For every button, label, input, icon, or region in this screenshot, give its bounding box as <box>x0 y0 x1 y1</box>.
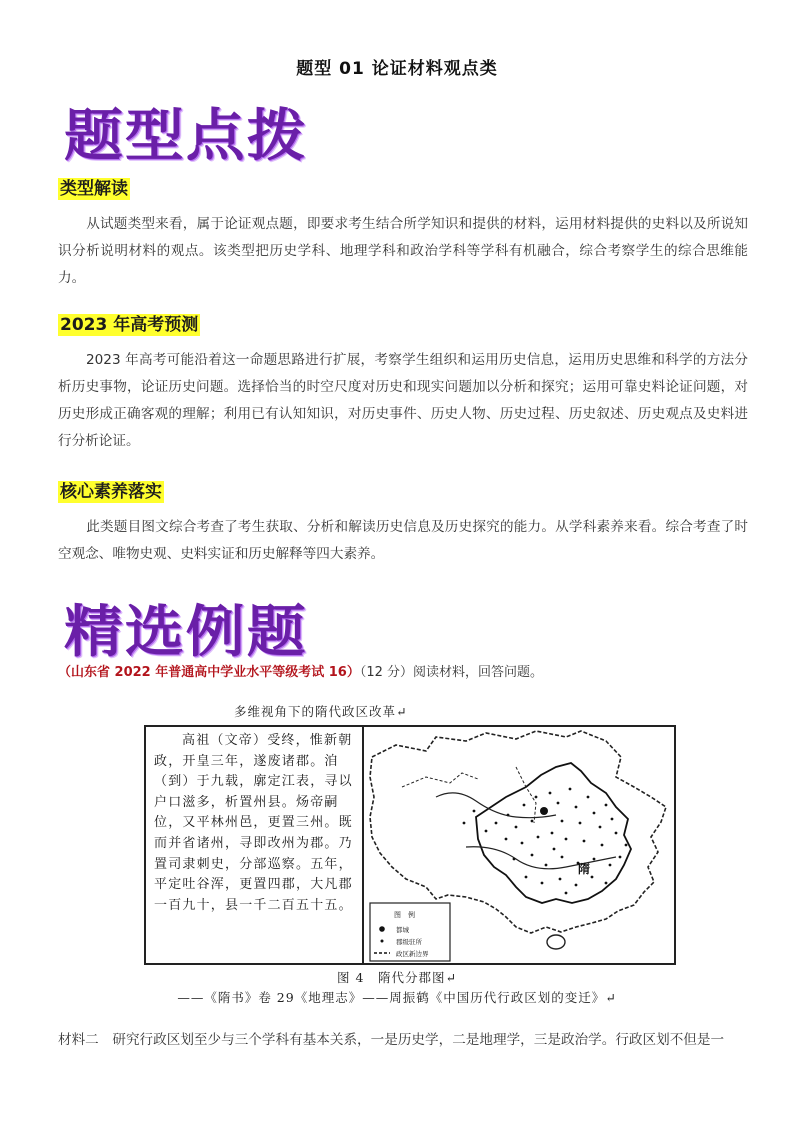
paragraph-forecast-text: 2023 年高考可能沿着这一命题思路进行扩展，考察学生组织和运用历史信息，运用历史思维和科学的方法分析历史事物，论证历史问题。选择恰当的时空尺度对历史和现实问题加以分析和探究；运用可靠史料论证问题，对历史形成正确客观的理解；利用已有认知知识，对历史事件、历史人物、历史过程、历史叙述、历史观点及史料进行分析论证。 <box>58 352 748 449</box>
heading-selected-examples: 精选例题 <box>64 600 308 665</box>
map-sui-territory <box>476 763 631 903</box>
legend-item-capital: 都城 <box>396 926 409 934</box>
map-mountain-line <box>402 773 478 787</box>
section-label-forecast: 2023 年高考预测 <box>60 315 199 335</box>
legend-capital-icon <box>379 926 385 932</box>
document-title: 题型 01 论证材料观点类 <box>296 59 498 79</box>
map-river-north <box>436 793 556 818</box>
map-label-sui: 隋 <box>578 862 591 876</box>
figure-passage: 高祖（文帝）受终，惟新朝政，开皇三年，遂废诸郡。洎（到）于九载，廓定江表，寻以户口滋多，析置州县。炀帝嗣位，又平林州邑，更置三州。既而并省诸州，寻即改州为郡。乃置司隶刺史，分部巡察。五年，平定吐谷浑，更置四郡，大凡郡一百九十，县一千二百五十五。 <box>154 733 353 913</box>
question-source: （山东省 2022 年普通高中学业水平等级考试 16） <box>58 665 360 680</box>
figure-caption: 图 4 隋代分郡图↵ <box>337 970 457 985</box>
section-label-literacy: 核心素养落实 <box>60 482 162 502</box>
sui-map <box>366 727 674 963</box>
legend-prefecture-icon <box>381 940 384 943</box>
heading-question-guide: 题型点拨 <box>64 104 308 169</box>
section-label-type-reading: 类型解读 <box>60 179 128 199</box>
figure-source: ——《隋书》卷 29《地理志》——周振鹤《中国历代行政区划的变迁》↵ <box>177 990 617 1005</box>
map-legend <box>370 903 450 961</box>
sui-map-svg <box>366 727 674 963</box>
map-prefecture-dots <box>463 788 628 895</box>
section-literacy <box>58 481 164 503</box>
map-capital-marker <box>540 807 548 815</box>
map-island <box>547 935 565 949</box>
paragraph-literacy <box>58 514 748 568</box>
legend-title: 图 例 <box>394 911 415 919</box>
question-text: （12 分）阅读材料，回答问题。 <box>359 665 544 680</box>
section-type-reading <box>58 178 130 200</box>
paragraph-type-reading-text: 从试题类型来看，属于论证观点题，即要求考生结合所学知识和提供的材料，运用材料提供的史料以及所说知识分析说明材料的观点。该类型把历史学科、地理学科和政治学科等学科有机融合，综合考察学生的综合思维能力。 <box>58 216 748 286</box>
material-two-text: 材料二 研究行政区划至少与三个学科有基本关系，一是历史学，二是地理学，三是政治学。行政区划不但是一 <box>58 1032 725 1048</box>
legend-item-boundary: 政区新边界 <box>396 950 429 958</box>
map-boundary-line <box>516 767 536 823</box>
legend-item-prefecture: 郡级驻所 <box>396 938 422 946</box>
section-forecast <box>58 314 200 336</box>
paragraph-forecast <box>58 347 748 455</box>
question-intro <box>58 661 543 680</box>
figure-top-title: 多维视角下的隋代政区改革↵ <box>234 704 408 719</box>
figure-passage-box <box>146 727 364 963</box>
paragraph-literacy-text: 此类题目图文综合考查了考生获取、分析和解读历史信息及历史探究的能力。从学科素养来看。综合考查了时空观念、唯物史观、史料实证和历史解释等四大素养。 <box>58 519 748 562</box>
paragraph-type-reading <box>58 211 748 292</box>
